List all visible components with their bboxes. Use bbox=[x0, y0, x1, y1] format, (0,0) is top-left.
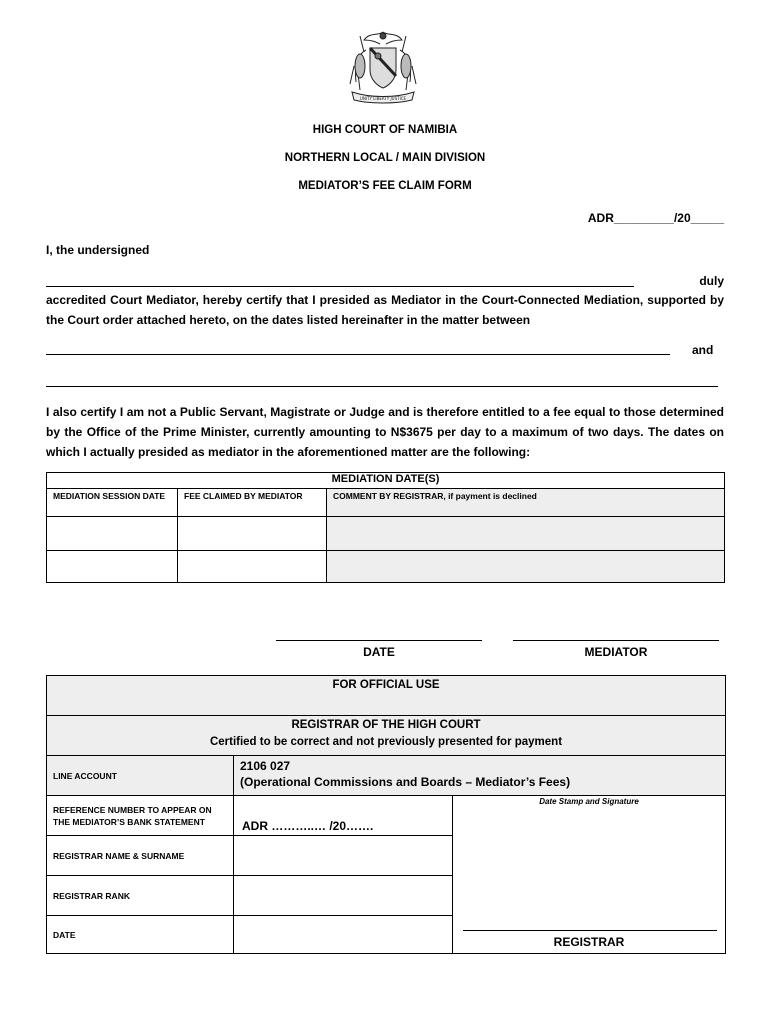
certified-text: Certified to be correct and not previously presented for payment bbox=[209, 736, 563, 748]
registrar-signature-label: REGISTRAR bbox=[553, 935, 625, 949]
mediator-signature-label: MEDIATOR bbox=[584, 645, 648, 659]
stamp-signature-box[interactable] bbox=[453, 796, 726, 954]
party-two-line[interactable] bbox=[46, 386, 718, 387]
official-date-field[interactable] bbox=[234, 916, 453, 954]
col-registrar-comment: COMMENT BY REGISTRAR, if payment is declined bbox=[327, 489, 725, 517]
public-servant-paragraph: I also certify I am not a Public Servant, Magistrate or Judge and is therefore entitled to a fee equal to those determined by the Office of the Prime Minister, currently amounting to N$3675 per day to a maximum of two days. The dates on which I actually presided as mediator in the aforementioned matter are the following: bbox=[46, 405, 724, 459]
date-signature-line[interactable] bbox=[276, 640, 482, 641]
line-account-code: 2106 027 bbox=[240, 759, 291, 773]
court-name: HIGH COURT OF NAMIBIA bbox=[312, 124, 458, 136]
registrar-name-field[interactable] bbox=[234, 836, 453, 876]
registrar-comment-cell[interactable] bbox=[327, 551, 725, 583]
reference-number-label: REFERENCE NUMBER TO APPEAR ON THE MEDIATOR’S BANK STATEMENT bbox=[47, 796, 234, 836]
coat-of-arms-icon bbox=[340, 26, 426, 108]
registrar-name-label: REGISTRAR NAME & SURNAME bbox=[47, 836, 234, 876]
official-use-table bbox=[46, 675, 726, 954]
session-date-cell[interactable] bbox=[47, 551, 178, 583]
undersigned-label: I, the undersigned bbox=[46, 243, 150, 257]
coat-of-arms-motto: UNITY LIBERTY JUSTICE bbox=[359, 96, 407, 101]
adr-reference: ADR_________/20_____ bbox=[587, 211, 724, 225]
fee-claimed-cell[interactable] bbox=[178, 517, 327, 551]
line-account-desc: (Operational Commissions and Boards – Mediator’s Fees) bbox=[240, 775, 571, 789]
registrar-rank-field[interactable] bbox=[234, 876, 453, 916]
certify-paragraph: accredited Court Mediator, hereby certify that I presided as Mediator in the Court-Connected Mediation, supported by the Court order attached hereto, on the dates listed hereinafter in the matter between bbox=[46, 293, 724, 327]
mediator-signature-line[interactable] bbox=[513, 640, 719, 641]
mediation-dates-table bbox=[46, 472, 725, 583]
session-date-cell[interactable] bbox=[47, 517, 178, 551]
reference-number-value[interactable]: ADR ………..… /20……. bbox=[234, 796, 453, 836]
registrar-comment-cell[interactable] bbox=[327, 517, 725, 551]
official-use-title: FOR OFFICIAL USE bbox=[47, 676, 726, 716]
col-fee-claimed: FEE CLAIMED BY MEDIATOR bbox=[178, 489, 327, 517]
registrar-signature-line[interactable] bbox=[463, 930, 717, 931]
col-session-date: MEDIATION SESSION DATE bbox=[47, 489, 178, 517]
line-account-value bbox=[234, 756, 726, 796]
duly-word: duly bbox=[699, 274, 724, 288]
registrar-title: REGISTRAR OF THE HIGH COURT bbox=[291, 719, 481, 731]
mediation-dates-title: MEDIATION DATE(S) bbox=[47, 473, 725, 489]
stamp-label: Date Stamp and Signature bbox=[539, 797, 639, 806]
mediator-name-line[interactable] bbox=[46, 286, 634, 287]
and-word: and bbox=[692, 343, 714, 357]
registrar-certification bbox=[47, 716, 726, 756]
division-name: NORTHERN LOCAL / MAIN DIVISION bbox=[284, 152, 486, 164]
registrar-rank-label: REGISTRAR RANK bbox=[47, 876, 234, 916]
party-one-line[interactable] bbox=[46, 354, 670, 355]
official-date-label: DATE bbox=[47, 916, 234, 954]
fee-claimed-cell[interactable] bbox=[178, 551, 327, 583]
form-title: MEDIATOR’S FEE CLAIM FORM bbox=[298, 180, 472, 192]
date-signature-label: DATE bbox=[363, 645, 395, 659]
line-account-label: LINE ACCOUNT bbox=[47, 756, 234, 796]
